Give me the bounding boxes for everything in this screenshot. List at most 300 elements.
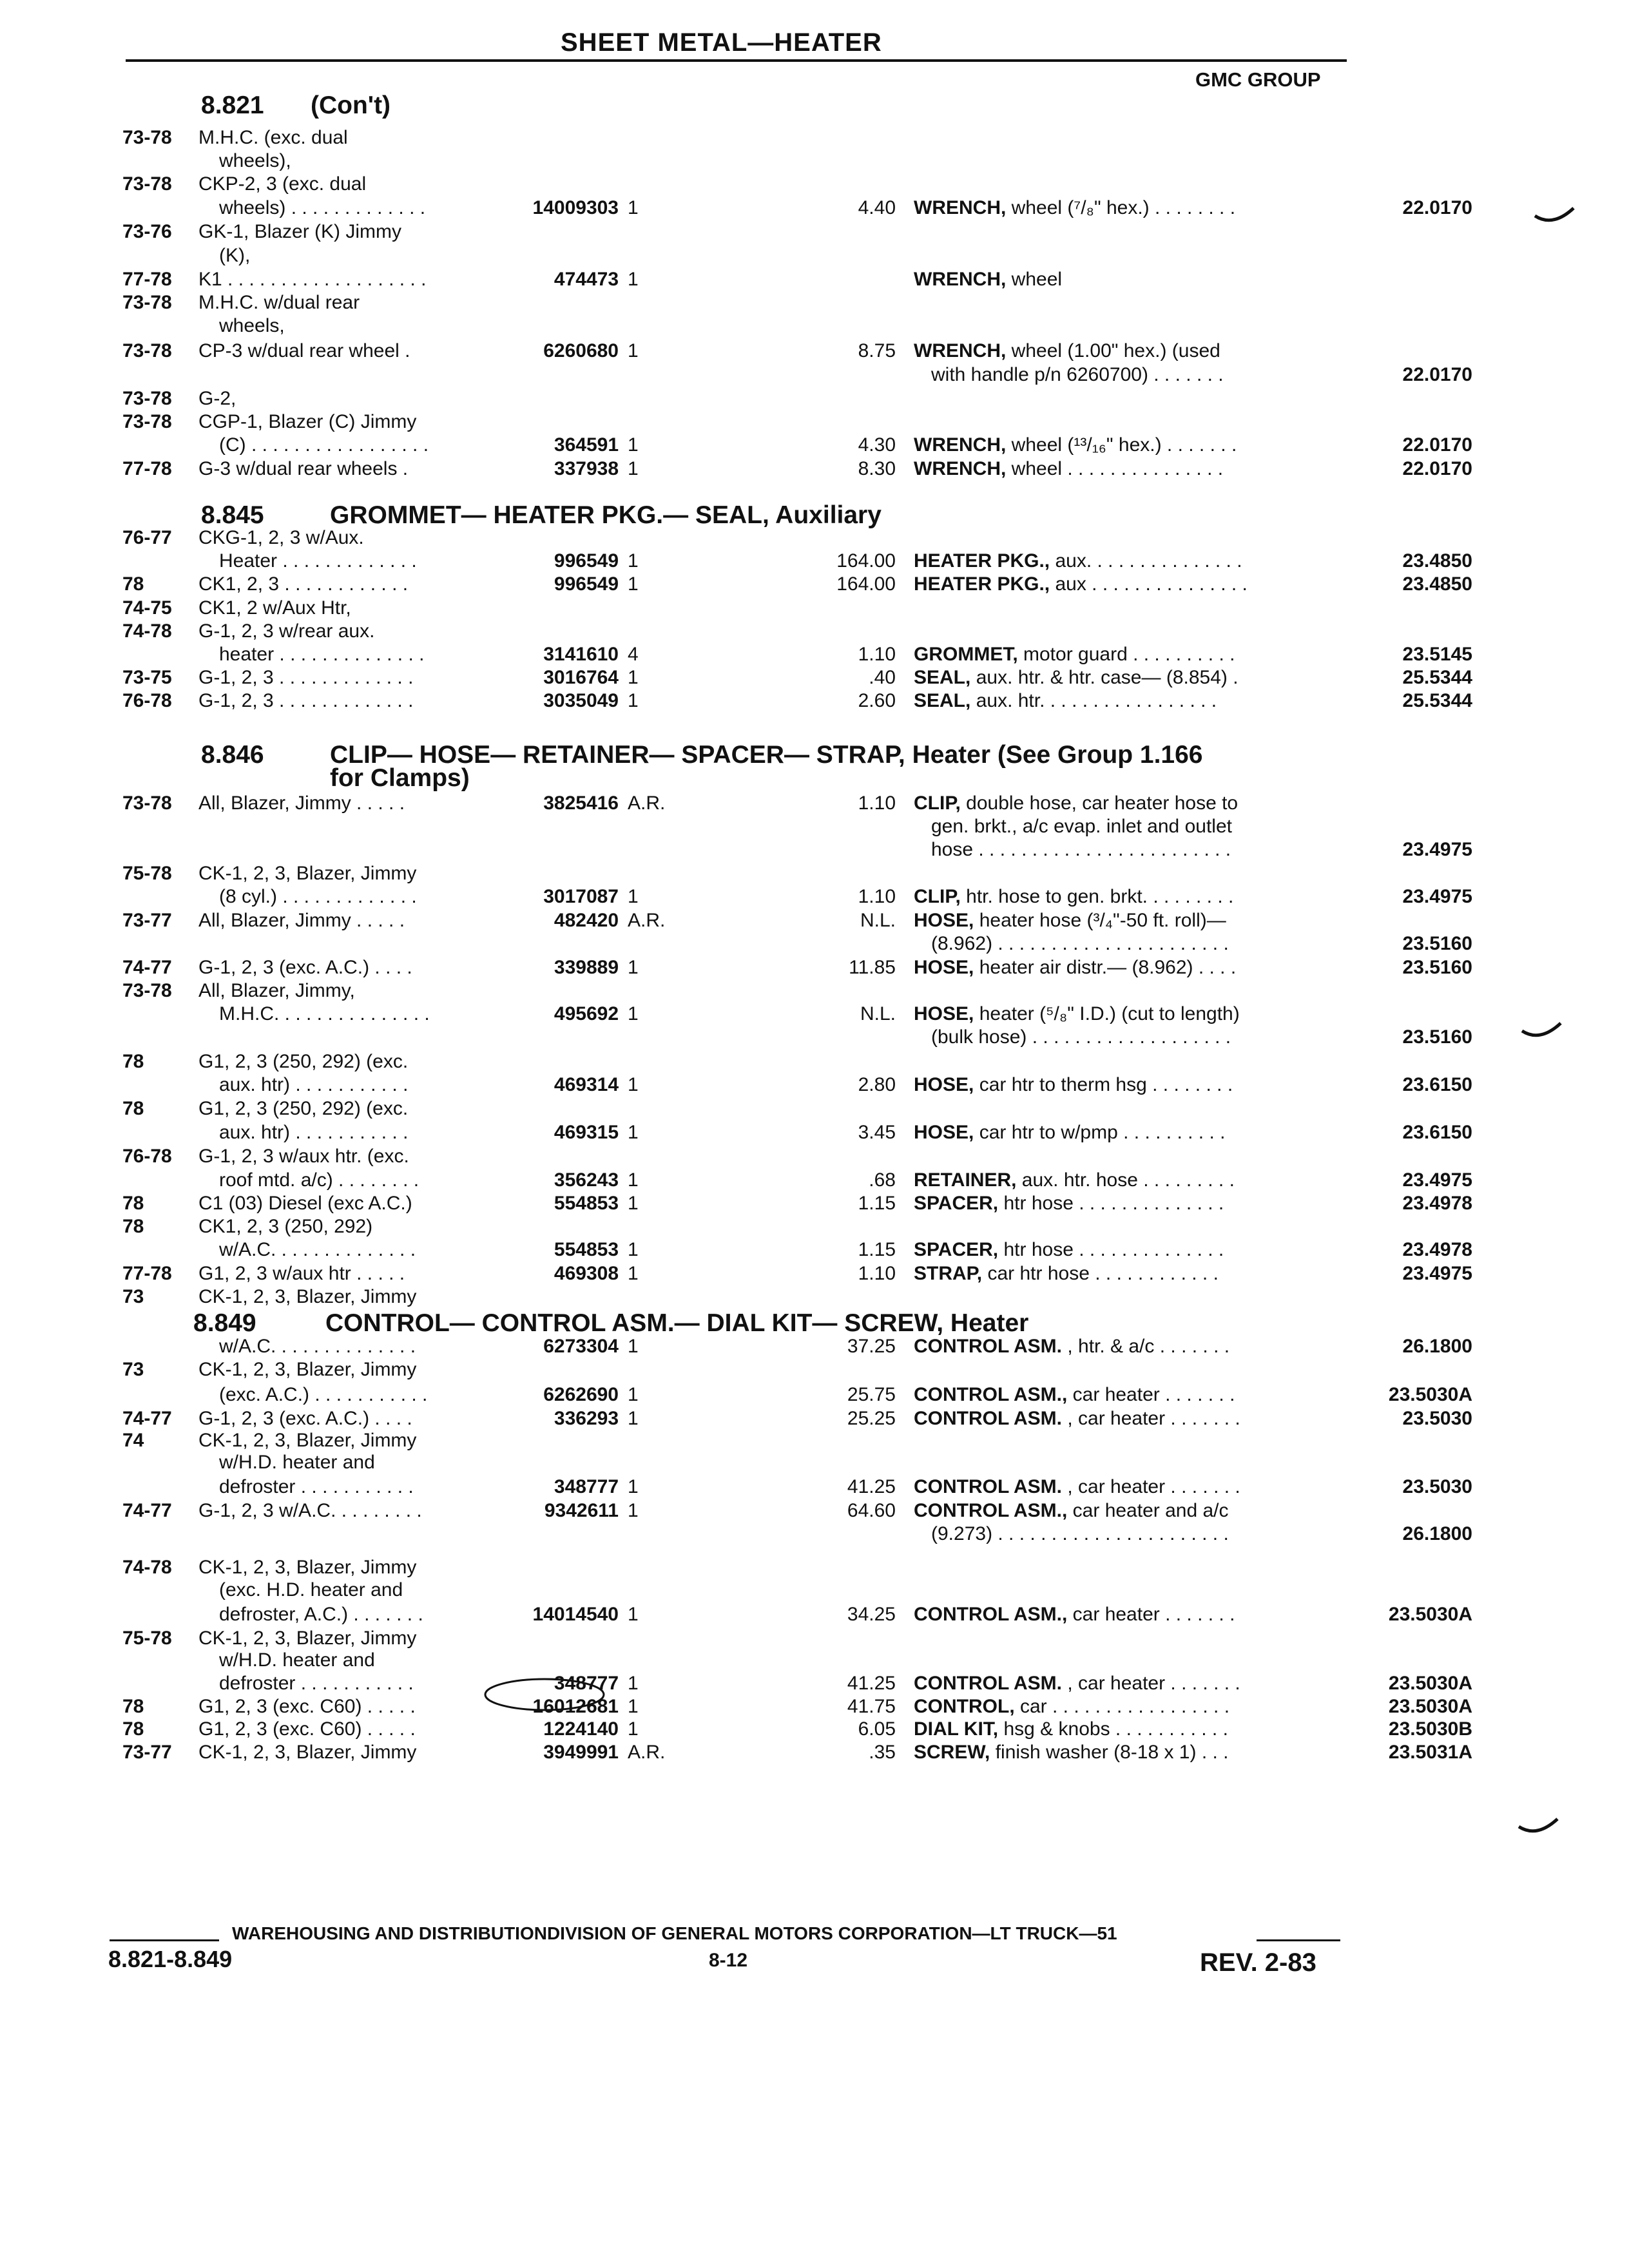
application: GK-1, Blazer (K) Jimmy — [198, 221, 402, 242]
description — [914, 1335, 1229, 1358]
catalog-number: 23.5031A — [1388, 1742, 1472, 1763]
description-text: car htr to therm hsg . . . . . . . . — [974, 1074, 1233, 1095]
price: 3.45 — [858, 1122, 896, 1143]
model-years: 73-77 — [122, 1742, 172, 1763]
model-years: 76-78 — [122, 690, 172, 711]
description-keyword: DIAL KIT, — [914, 1718, 999, 1740]
description-text: aux. . . . . . . . . . . . . . . — [1050, 550, 1242, 572]
footer-text: WAREHOUSING AND DISTRIBUTIONDIVISION OF GENERAL MOTORS CORPORATION—LT TRUCK—51 — [232, 1923, 1117, 1943]
model-years: 73-76 — [122, 221, 172, 242]
quantity: 1 — [628, 1673, 639, 1694]
application: CK-1, 2, 3, Blazer, Jimmy — [198, 863, 417, 884]
description — [931, 838, 1231, 861]
part-number: 495692 — [554, 1003, 619, 1024]
list-row — [122, 597, 1347, 620]
quantity: A.R. — [628, 1742, 666, 1763]
list-row — [122, 1050, 1347, 1073]
description — [914, 434, 1237, 457]
description — [914, 1718, 1228, 1741]
price: 8.30 — [858, 458, 896, 479]
header-rule — [126, 59, 1347, 62]
catalog-number: 25.5344 — [1402, 667, 1472, 688]
catalog-number: 23.5160 — [1402, 957, 1472, 978]
list-row — [122, 291, 1347, 314]
quantity: 1 — [628, 458, 639, 479]
model-years: 73-78 — [122, 127, 172, 148]
description-text: , htr. & a/c . . . . . . . — [1062, 1336, 1230, 1357]
part-number: 3949991 — [543, 1742, 619, 1763]
description-text: car heater . . . . . . . — [1067, 1384, 1235, 1405]
part-number: 356243 — [554, 1169, 619, 1191]
section-number: 8.821 — [201, 91, 264, 119]
list-row — [122, 173, 1347, 196]
quantity: A.R. — [628, 793, 666, 814]
description — [931, 932, 1229, 956]
list-row — [122, 220, 1347, 244]
application: G1, 2, 3 (250, 292) (exc. — [198, 1051, 409, 1072]
description-text: heater air distr.— (8.962) . . . . — [974, 957, 1237, 978]
description-keyword: CLIP, — [914, 886, 961, 907]
description-text: car heater . . . . . . . — [1067, 1604, 1235, 1625]
description — [914, 197, 1235, 220]
description-text: (9.273) . . . . . . . . . . . . . . . . . . . . . . — [931, 1523, 1229, 1544]
application: Heater . . . . . . . . . . . . . — [219, 550, 417, 572]
description-text: finish washer (8-18 x 1) . . . — [990, 1742, 1229, 1763]
revision: REV. 2-83 — [1200, 1948, 1316, 1977]
application: (K), — [219, 245, 251, 266]
application: w/H.D. heater and — [219, 1452, 375, 1473]
list-row — [122, 434, 1472, 457]
price: .68 — [869, 1169, 896, 1191]
list-row — [122, 1073, 1472, 1097]
description — [914, 1407, 1240, 1430]
description-text: htr hose . . . . . . . . . . . . . . — [998, 1193, 1224, 1214]
application: w/A.C. . . . . . . . . . . . . . — [219, 1239, 416, 1260]
list-row — [122, 792, 1347, 815]
catalog-number: 23.4975 — [1402, 1169, 1472, 1191]
model-years: 73-78 — [122, 411, 172, 432]
price: 4.40 — [858, 197, 896, 218]
application: CK-1, 2, 3, Blazer, Jimmy — [198, 1430, 417, 1451]
quantity: 4 — [628, 644, 639, 665]
application: G-1, 2, 3 . . . . . . . . . . . . . — [198, 667, 414, 688]
description-text: double hose, car heater hose to — [960, 793, 1239, 814]
footer-rule — [1257, 1939, 1340, 1941]
quantity: 1 — [628, 1696, 639, 1717]
quantity: 1 — [628, 1003, 639, 1024]
price: .40 — [869, 667, 896, 688]
list-row — [122, 620, 1347, 643]
quantity: 1 — [628, 1500, 639, 1521]
part-number: 6262690 — [543, 1384, 619, 1405]
list-row — [122, 340, 1347, 363]
part-number: 474473 — [554, 269, 619, 290]
list-row — [122, 1579, 1347, 1602]
application: defroster . . . . . . . . . . . — [219, 1476, 414, 1497]
description — [914, 1499, 1229, 1523]
quantity: 1 — [628, 197, 639, 218]
section-title: GROMMET— HEATER PKG.— SEAL, Auxiliary — [330, 501, 882, 529]
section-8845-heading — [201, 501, 882, 530]
list-row — [122, 1026, 1472, 1049]
model-years: 73-77 — [122, 910, 172, 931]
part-number: 3035049 — [543, 690, 619, 711]
part-number: 14014540 — [532, 1604, 619, 1625]
model-years: 74-78 — [122, 620, 172, 642]
description-keyword: WRENCH, — [914, 340, 1007, 361]
list-row — [122, 1451, 1347, 1474]
quantity: 1 — [628, 1604, 639, 1625]
application: CK-1, 2, 3, Blazer, Jimmy — [198, 1628, 417, 1649]
catalog-number: 23.5030A — [1388, 1673, 1472, 1694]
part-number: 3825416 — [543, 793, 619, 814]
part-number: 996549 — [554, 573, 619, 595]
catalog-number: 23.5030A — [1388, 1604, 1472, 1625]
price: 64.60 — [847, 1500, 896, 1521]
description-keyword: HOSE, — [914, 1003, 974, 1024]
quantity: 1 — [628, 667, 639, 688]
quantity: 1 — [628, 1239, 639, 1260]
catalog-number: 23.5160 — [1402, 933, 1472, 954]
catalog-number: 23.6150 — [1402, 1122, 1472, 1143]
application: G-3 w/dual rear wheels . — [198, 458, 409, 479]
application: (exc. A.C.) . . . . . . . . . . . — [219, 1384, 428, 1405]
part-number: 14009303 — [532, 197, 619, 218]
list-row — [122, 979, 1347, 1003]
model-years: 78 — [122, 1051, 144, 1072]
description — [914, 1741, 1229, 1764]
catalog-number: 23.4978 — [1402, 1193, 1472, 1214]
quantity: A.R. — [628, 910, 666, 931]
catalog-number: 23.5030A — [1388, 1384, 1472, 1405]
model-years: 78 — [122, 1718, 144, 1740]
quantity: 1 — [628, 1408, 639, 1429]
application: w/A.C. . . . . . . . . . . . . . — [219, 1336, 416, 1357]
model-years: 74-77 — [122, 1500, 172, 1521]
model-years: 73 — [122, 1359, 144, 1380]
catalog-number: 23.5030A — [1388, 1696, 1472, 1717]
description — [931, 1026, 1231, 1049]
footer-range: 8.821-8.849 — [108, 1946, 233, 1972]
price: 41.25 — [847, 1673, 896, 1694]
model-years: 75-78 — [122, 863, 172, 884]
part-number: 554853 — [554, 1239, 619, 1260]
description — [914, 956, 1236, 979]
application: wheels) . . . . . . . . . . . . . — [219, 197, 426, 218]
price: 164.00 — [836, 550, 896, 572]
price: 37.25 — [847, 1336, 896, 1357]
part-number: 6260680 — [543, 340, 619, 361]
model-years: 77-78 — [122, 458, 172, 479]
description — [914, 885, 1233, 908]
description — [914, 1073, 1233, 1097]
application: CKP-2, 3 (exc. dual — [198, 173, 367, 195]
application: aux. htr) . . . . . . . . . . . — [219, 1122, 409, 1143]
description-text: hose . . . . . . . . . . . . . . . . . . . . . . . . — [931, 839, 1231, 860]
quantity: 1 — [628, 1476, 639, 1497]
application: (8 cyl.) . . . . . . . . . . . . . — [219, 886, 417, 907]
list-row — [122, 363, 1472, 387]
price: 1.15 — [858, 1193, 896, 1214]
catalog-number: 25.5344 — [1402, 690, 1472, 711]
quantity: 1 — [628, 1384, 639, 1405]
part-number: 482420 — [554, 910, 619, 931]
catalog-number: 23.4975 — [1402, 1263, 1472, 1284]
application: G-1, 2, 3 (exc. A.C.) . . . . — [198, 1408, 412, 1429]
catalog-number: 22.0170 — [1402, 434, 1472, 456]
section-8821-heading — [201, 91, 390, 120]
description-text: wheel (⁷/₈" hex.) . . . . . . . . — [1006, 197, 1236, 218]
description — [914, 909, 1226, 932]
application: All, Blazer, Jimmy, — [198, 980, 355, 1001]
catalog-number: 23.5160 — [1402, 1026, 1472, 1048]
list-row — [122, 956, 1472, 979]
description — [931, 363, 1224, 387]
application: (exc. H.D. heater and — [219, 1579, 403, 1600]
price: 164.00 — [836, 573, 896, 595]
description-text: htr hose . . . . . . . . . . . . . . — [998, 1239, 1224, 1260]
description-text: (8.962) . . . . . . . . . . . . . . . . . . . . . . — [931, 933, 1229, 954]
price: .35 — [869, 1742, 896, 1763]
part-number: 336293 — [554, 1408, 619, 1429]
list-row — [122, 1499, 1347, 1523]
application: heater . . . . . . . . . . . . . . — [219, 644, 425, 665]
application: CKG-1, 2, 3 w/Aux. — [198, 527, 364, 548]
part-number: 337938 — [554, 458, 619, 479]
list-row — [122, 1429, 1347, 1452]
description-text: wheel — [1006, 269, 1063, 290]
description-keyword: HOSE, — [914, 1074, 974, 1095]
description — [914, 268, 1062, 291]
part-number: 348777 — [554, 1673, 619, 1694]
part-number: 6273304 — [543, 1336, 619, 1357]
description-keyword: SCREW, — [914, 1742, 990, 1763]
application: CK-1, 2, 3, Blazer, Jimmy — [198, 1286, 417, 1307]
price: 1.10 — [858, 793, 896, 814]
description-keyword: HOSE, — [914, 957, 974, 978]
price: 1.10 — [858, 1263, 896, 1284]
application: CK-1, 2, 3, Blazer, Jimmy — [198, 1557, 417, 1578]
application: G1, 2, 3 (exc. C60) . . . . . — [198, 1718, 416, 1740]
list-row — [122, 1603, 1472, 1626]
margin-tick-mark — [1534, 203, 1579, 229]
catalog-number: 23.4975 — [1402, 886, 1472, 907]
application: G-1, 2, 3 (exc. A.C.) . . . . — [198, 957, 412, 978]
list-row — [122, 197, 1472, 220]
list-row — [122, 666, 1472, 689]
application: All, Blazer, Jimmy . . . . . — [198, 910, 405, 931]
description-text: car htr hose . . . . . . . . . . . . — [982, 1263, 1219, 1284]
application: wheels), — [219, 150, 291, 171]
application: wheels, — [219, 315, 285, 336]
description-keyword: HEATER PKG., — [914, 573, 1050, 595]
model-years: 74 — [122, 1430, 144, 1451]
group-label: GMC GROUP — [1195, 68, 1321, 91]
part-number: 996549 — [554, 550, 619, 572]
description-keyword: CONTROL ASM. — [914, 1408, 1062, 1429]
list-row — [122, 885, 1472, 908]
description-keyword: STRAP, — [914, 1263, 983, 1284]
quantity: 1 — [628, 886, 639, 907]
description-text: hsg & knobs . . . . . . . . . . . — [998, 1718, 1228, 1740]
catalog-number: 23.5030 — [1402, 1408, 1472, 1429]
model-years: 74-77 — [122, 957, 172, 978]
section-title: CLIP— HOSE— RETAINER— SPACER— STRAP, Heater (See Group 1.166 — [330, 741, 1203, 769]
description — [914, 340, 1220, 363]
description-keyword: WRENCH, — [914, 458, 1007, 479]
description-text: heater (⁵/₈" I.D.) (cut to length) — [974, 1003, 1240, 1024]
application: M.H.C. w/dual rear — [198, 292, 360, 313]
description-text: wheel (¹³/₁₆" hex.) . . . . . . . — [1006, 434, 1237, 456]
description-keyword: CONTROL ASM., — [914, 1500, 1068, 1521]
price: 6.05 — [858, 1718, 896, 1740]
description — [931, 815, 1232, 838]
description-keyword: CONTROL ASM. — [914, 1673, 1062, 1694]
description-keyword: HOSE, — [914, 910, 974, 931]
list-row — [122, 1121, 1472, 1144]
price: 25.25 — [847, 1408, 896, 1429]
catalog-number: 23.6150 — [1402, 1074, 1472, 1095]
list-row — [122, 689, 1472, 713]
model-years: 78 — [122, 1098, 144, 1119]
application: G-1, 2, 3 w/aux htr. (exc. — [198, 1146, 409, 1167]
description — [914, 1383, 1235, 1407]
catalog-number: 23.4850 — [1402, 550, 1472, 572]
list-row — [122, 1358, 1347, 1381]
list-row — [122, 862, 1347, 885]
quantity: 1 — [628, 1336, 639, 1357]
price: 1.10 — [858, 886, 896, 907]
list-row — [122, 1741, 1472, 1764]
list-row — [122, 1627, 1347, 1650]
description — [914, 550, 1242, 573]
application: roof mtd. a/c) . . . . . . . . — [219, 1169, 419, 1191]
catalog-number: 23.5030 — [1402, 1476, 1472, 1497]
section-8846-subtitle: for Clamps) — [330, 764, 470, 792]
model-years: 73-78 — [122, 173, 172, 195]
part-number: 339889 — [554, 957, 619, 978]
section-number: 8.846 — [201, 741, 264, 769]
list-row — [122, 1649, 1347, 1672]
quantity: 1 — [628, 957, 639, 978]
application: CK1, 2, 3 . . . . . . . . . . . . — [198, 573, 409, 595]
model-years: 75-78 — [122, 1628, 172, 1649]
description — [914, 1121, 1225, 1144]
catalog-number: 22.0170 — [1402, 197, 1472, 218]
part-number: 469308 — [554, 1263, 619, 1284]
quantity: 1 — [628, 1718, 639, 1740]
quantity: 1 — [628, 269, 639, 290]
section-number: 8.845 — [201, 501, 264, 529]
description-keyword: CONTROL ASM. — [914, 1476, 1062, 1497]
application: C1 (03) Diesel (exc A.C.) — [198, 1193, 412, 1214]
description — [914, 1003, 1240, 1026]
application: CK-1, 2, 3, Blazer, Jimmy — [198, 1742, 417, 1763]
application: M.H.C. (exc. dual — [198, 127, 348, 148]
margin-tick-mark — [1521, 1018, 1566, 1044]
description — [914, 1192, 1224, 1215]
catalog-number: 23.5145 — [1402, 644, 1472, 665]
description-text: , car heater . . . . . . . — [1062, 1476, 1240, 1497]
application: G-1, 2, 3 . . . . . . . . . . . . . — [198, 690, 414, 711]
quantity: 1 — [628, 1263, 639, 1284]
list-row — [122, 268, 1347, 291]
application: G1, 2, 3 (exc. C60) . . . . . — [198, 1696, 416, 1717]
list-row — [122, 1718, 1472, 1741]
list-row — [122, 909, 1347, 932]
page-number: 8-12 — [709, 1950, 748, 1971]
part-number: 554853 — [554, 1193, 619, 1214]
description-text: car htr to w/pmp . . . . . . . . . . — [974, 1122, 1226, 1143]
list-row — [122, 1215, 1347, 1238]
margin-tick-mark — [1518, 1814, 1563, 1840]
list-row — [122, 1695, 1472, 1718]
list-row — [122, 838, 1472, 861]
price: 4.30 — [858, 434, 896, 456]
description-keyword: SPACER, — [914, 1193, 999, 1214]
price: 2.80 — [858, 1074, 896, 1095]
list-row — [122, 526, 1347, 550]
description — [914, 792, 1238, 815]
description — [914, 1475, 1240, 1499]
part-number: 3141610 — [543, 644, 619, 665]
part-number: 3017087 — [543, 886, 619, 907]
application: CK1, 2 w/Aux Htr, — [198, 597, 351, 619]
list-row — [122, 1285, 1347, 1309]
description-text: aux . . . . . . . . . . . . . . . — [1050, 573, 1248, 595]
list-row — [122, 1335, 1472, 1358]
description-text: , car heater . . . . . . . — [1062, 1408, 1240, 1429]
application: defroster, A.C.) . . . . . . . — [219, 1604, 423, 1625]
list-row — [122, 1003, 1347, 1026]
list-row — [122, 1556, 1347, 1579]
description-text: , car heater . . . . . . . — [1062, 1673, 1240, 1694]
application: M.H.C. . . . . . . . . . . . . . . — [219, 1003, 430, 1024]
description-text: heater hose (³/₄"-50 ft. roll)— — [974, 910, 1226, 931]
description-keyword: RETAINER, — [914, 1169, 1017, 1191]
model-years: 73-78 — [122, 340, 172, 361]
list-row — [122, 1262, 1472, 1285]
quantity: 1 — [628, 1169, 639, 1191]
list-row — [122, 1097, 1347, 1120]
application: G1, 2, 3 (250, 292) (exc. — [198, 1098, 409, 1119]
application: w/H.D. heater and — [219, 1649, 375, 1671]
description-text: aux. htr. & htr. case— (8.854) . — [970, 667, 1239, 688]
application: CK1, 2, 3 (250, 292) — [198, 1216, 373, 1237]
description — [914, 1695, 1229, 1718]
description-keyword: SEAL, — [914, 690, 971, 711]
price: 2.60 — [858, 690, 896, 711]
page-title: SHEET METAL—HEATER — [561, 28, 882, 57]
application: G-1, 2, 3 w/rear aux. — [198, 620, 375, 642]
price: 41.75 — [847, 1696, 896, 1717]
part-number: 469314 — [554, 1074, 619, 1095]
description-keyword: WRENCH, — [914, 434, 1007, 456]
model-years: 76-77 — [122, 527, 172, 548]
model-years: 78 — [122, 1216, 144, 1237]
handwritten-circle-mark — [480, 1675, 615, 1715]
application: G-2, — [198, 388, 236, 409]
description — [914, 1238, 1224, 1262]
model-years: 78 — [122, 573, 144, 595]
model-years: 73-75 — [122, 667, 172, 688]
price: 11.85 — [849, 957, 896, 978]
list-row — [122, 1523, 1472, 1546]
list-row — [122, 1407, 1472, 1430]
model-years: 78 — [122, 1696, 144, 1717]
list-row — [122, 1169, 1472, 1192]
model-years: 73-78 — [122, 793, 172, 814]
